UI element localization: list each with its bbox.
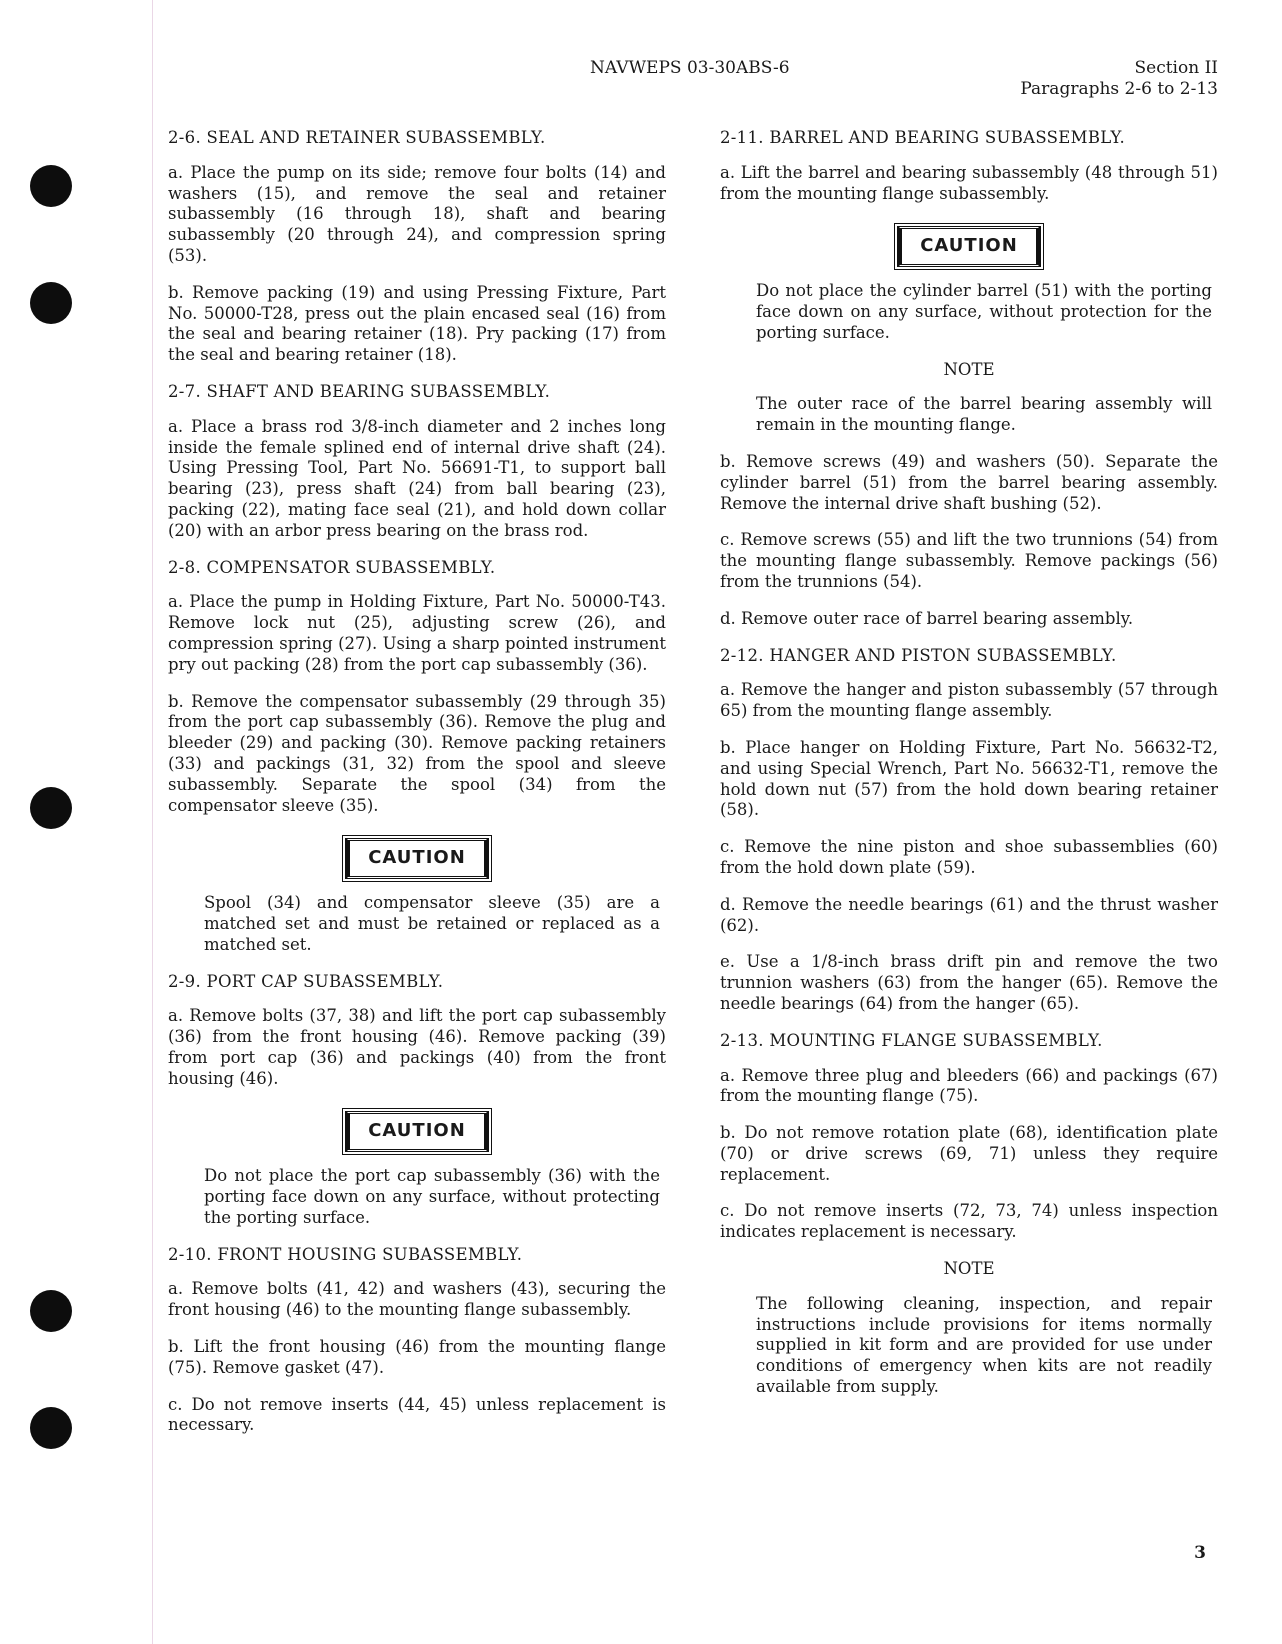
note-label-2: NOTE — [943, 1259, 995, 1279]
para-2-12-c: c. Remove the nine piston and shoe subassemblies (60) from the hold down plate (59). — [720, 837, 1218, 877]
paragraph-range: Paragraphs 2-6 to 2-13 — [1020, 79, 1218, 99]
section-label: Section II — [1134, 58, 1218, 78]
para-2-10-b: b. Lift the front housing (46) from the mounting flange (75). Remove gasket (47). — [168, 1337, 666, 1377]
caution-box-3: CAUTION — [897, 226, 1041, 267]
heading-2-13: 2-13. MOUNTING FLANGE SUBASSEMBLY. — [720, 1030, 1103, 1050]
para-2-11-c: c. Remove screws (55) and lift the two trunnions (54) from the mounting flange subassembly. Remove packings (56) from the trunnions (54). — [720, 530, 1218, 591]
heading-2-8: 2-8. COMPENSATOR SUBASSEMBLY. — [168, 557, 496, 577]
para-2-11-b: b. Remove screws (49) and washers (50). Separate the cylinder barrel (51) from the barrel bearing assembly. Remove the internal drive shaft bushing (52). — [720, 451, 1218, 513]
caution-text-1: Spool (34) and compensator sleeve (35) are a matched set and must be retained or replaced as a matched set. — [204, 893, 660, 954]
para-2-8-a: a. Place the pump in Holding Fixture, Part No. 50000-T43. Remove lock nut (25), adjusting screw (26), and compression spring (27). Using a sharp pointed instrument pry out packing (28) from the port cap subassembly (36). — [168, 592, 666, 674]
right-column — [720, 122, 1218, 1414]
para-2-9-a: a. Remove bolts (37, 38) and lift the port cap subassembly (36) from the front housing (46). Remove packing (39) from port cap (36) and packings (40) from the front housing (46). — [168, 1006, 666, 1088]
para-2-10-c: c. Do not remove inserts (44, 45) unless replacement is necessary. — [168, 1394, 666, 1435]
heading-2-12: 2-12. HANGER AND PISTON SUBASSEMBLY. — [720, 645, 1117, 665]
para-2-12-d: d. Remove the needle bearings (61) and the thrust washer (62). — [720, 894, 1218, 935]
para-2-13-c: c. Do not remove inserts (72, 73, 74) unless inspection indicates replacement is necessary. — [720, 1201, 1218, 1242]
heading-2-9: 2-9. PORT CAP SUBASSEMBLY. — [168, 971, 444, 991]
binder-hole-3 — [30, 787, 72, 829]
para-2-12-a: a. Remove the hanger and piston subassembly (57 through 65) from the mounting flange assembly. — [720, 680, 1218, 721]
heading-2-6: 2-6. SEAL AND RETAINER SUBASSEMBLY. — [168, 128, 546, 147]
heading-2-7: 2-7. SHAFT AND BEARING SUBASSEMBLY. — [168, 381, 551, 401]
heading-2-11: 2-11. BARREL AND BEARING SUBASSEMBLY. — [720, 128, 1126, 147]
caution-text-2: Do not place the port cap subassembly (36) with the porting face down on any surface, without protecting the porting surface. — [204, 1166, 660, 1227]
binder-hole-4 — [30, 1290, 72, 1332]
para-2-13-a: a. Remove three plug and bleeders (66) and packings (67) from the mounting flange (75). — [720, 1065, 1218, 1106]
para-2-13-b: b. Do not remove rotation plate (68), identification plate (70) or drive screws (69, 71) unless they require replacement. — [720, 1123, 1218, 1184]
caution-box-1: CAUTION — [345, 838, 489, 879]
margin-line — [152, 0, 153, 1644]
para-2-6-b: b. Remove packing (19) and using Pressing Fixture, Part No. 50000-T28, press out the plain encased seal (16) from the seal and bearing retainer (18). Pry packing (17) from the seal and bearing retainer (18). — [168, 282, 666, 365]
heading-2-10: 2-10. FRONT HOUSING SUBASSEMBLY. — [168, 1244, 523, 1264]
binder-hole-5 — [30, 1407, 72, 1449]
para-2-12-e: e. Use a 1/8-inch brass drift pin and remove the two trunnion washers (63) from the hanger (65). Remove the needle bearings (64) from the hanger (65). — [720, 952, 1218, 1013]
para-2-6-a: a. Place the pump on its side; remove four bolts (14) and washers (15), and remove the seal and retainer subassembly (16 through 18), shaft and bearing subassembly (20 through 24), and compression spring (53). — [168, 162, 666, 265]
caution-box-2: CAUTION — [345, 1111, 489, 1152]
binder-hole-1 — [30, 165, 72, 207]
note-text-1: The outer race of the barrel bearing assembly will remain in the mounting flange. — [756, 394, 1212, 435]
para-2-11-a: a. Lift the barrel and bearing subassembly (48 through 51) from the mounting flange subassembly. — [720, 162, 1218, 203]
document-id: NAVWEPS 03-30ABS-6 — [590, 58, 790, 78]
para-2-8-b: b. Remove the compensator subassembly (29 through 35) from the port cap subassembly (36). Remove the plug and bleeder (29) and packing (30). Remove packing retainers (33) and packings (31, 32) from the spool and sleeve subassembly. Separate the spool (34) from the compensator sleeve (35). — [168, 691, 666, 815]
para-2-11-d: d. Remove outer race of barrel bearing assembly. — [720, 608, 1134, 628]
binder-hole-2 — [30, 282, 72, 324]
caution-text-3: Do not place the cylinder barrel (51) with the porting face down on any surface, without protection for the porting surface. — [756, 281, 1212, 342]
para-2-7-a: a. Place a brass rod 3/8-inch diameter and 2 inches long inside the female splined end of internal drive shaft (24). Using Pressing Tool, Part No. 56691-T1, to support ball bearing (23), press shaft (24) from ball bearing (23), packing (22), mating face seal (21), and hold down collar (20) with an arbor press bearing on the brass rod. — [168, 416, 666, 540]
page-number: 3 — [1194, 1543, 1206, 1563]
left-column — [168, 122, 666, 1452]
para-2-10-a: a. Remove bolts (41, 42) and washers (43), securing the front housing (46) to the mounting flange subassembly. — [168, 1279, 666, 1320]
note-text-2: The following cleaning, inspection, and repair instructions include provisions for items normally supplied in kit form and are provided for use under conditions of emergency when kits are not readily available from supply. — [756, 1293, 1212, 1397]
note-label-1: NOTE — [943, 359, 995, 379]
para-2-12-b: b. Place hanger on Holding Fixture, Part No. 56632-T2, and using Special Wrench, Part No. 56632-T1, remove the hold down nut (57) from the hold down bearing retainer (58). — [720, 737, 1218, 820]
